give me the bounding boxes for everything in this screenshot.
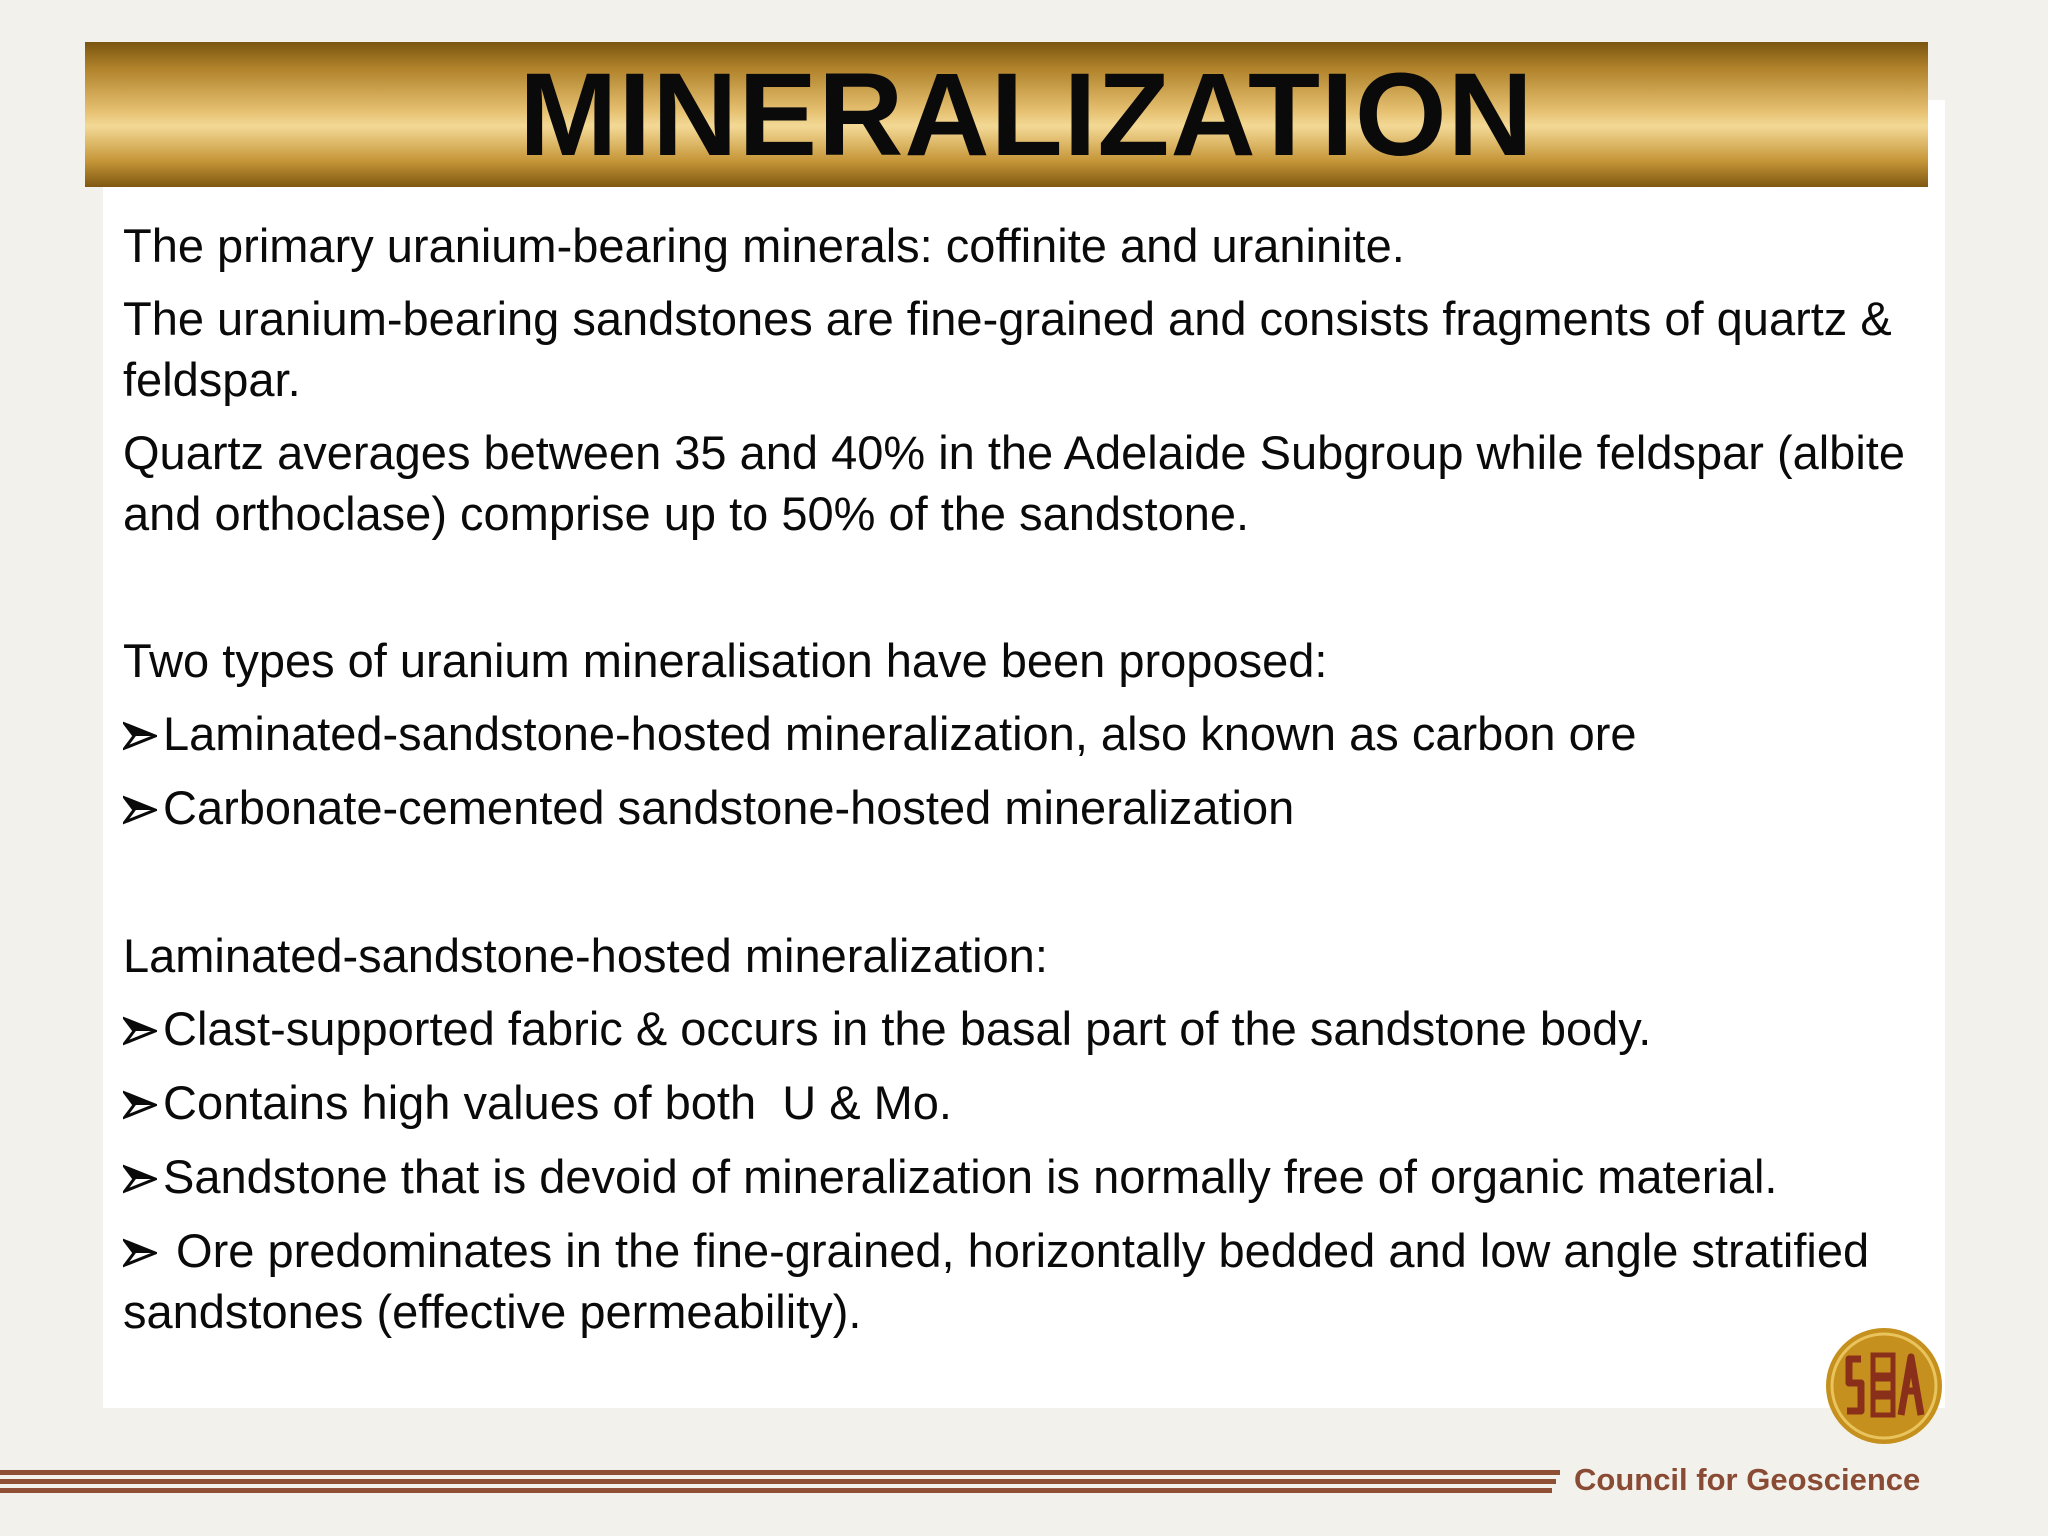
bullet-text: Laminated-sandstone-hosted mineralization, also known as carbon ore	[163, 707, 1637, 760]
list-item	[123, 1220, 1923, 1342]
arrow-bullet-icon	[123, 703, 163, 764]
list-item	[123, 777, 1923, 838]
slide-title: MINERALIZATION	[519, 48, 1534, 181]
list-item	[123, 703, 1923, 764]
bullet-text: Sandstone that is devoid of mineralization is normally free of organic material.	[163, 1150, 1778, 1203]
arrow-bullet-icon	[123, 1072, 163, 1133]
organization-name: Council for Geoscience	[1574, 1462, 1921, 1497]
arrow-bullet-icon	[123, 998, 163, 1059]
bullet-text: Ore predominates in the fine-grained, horizontally bedded and low angle stratified sandstones (effective permeability).	[123, 1224, 1883, 1338]
paragraph-quartz-feldspar: Quartz averages between 35 and 40% in the Adelaide Subgroup while feldspar (albite and orthoclase) comprise up to 50% of the sandstone.	[123, 426, 1905, 540]
paragraph-sandstone-composition: The uranium-bearing sandstones are fine-grained and consists fragments of quartz & feldspar.	[123, 292, 1892, 406]
list-item	[123, 1146, 1923, 1207]
footer-line	[0, 1479, 1556, 1484]
spacer	[123, 556, 1923, 630]
bullet-text: Clast-supported fabric & occurs in the basal part of the sandstone body.	[163, 1002, 1652, 1055]
list-item	[123, 1072, 1923, 1133]
arrow-bullet-icon	[123, 1220, 163, 1281]
spacer	[123, 851, 1923, 925]
bullet-text: Contains high values of both U & Mo.	[163, 1076, 952, 1129]
bullet-text: Carbonate-cemented sandstone-hosted mineralization	[163, 781, 1295, 834]
footer-line	[0, 1470, 1560, 1475]
paragraph-primary-minerals: The primary uranium-bearing minerals: coffinite and uraninite.	[123, 219, 1405, 272]
footer-line	[0, 1488, 1552, 1493]
title-bar	[85, 42, 1928, 187]
footer-rule	[0, 1470, 1560, 1494]
list-item	[123, 998, 1923, 1059]
types-intro: Two types of uranium mineralisation have been proposed:	[123, 634, 1328, 687]
council-for-geoscience-seal-icon	[1823, 1325, 1945, 1447]
arrow-bullet-icon	[123, 1146, 163, 1207]
slide-body	[123, 215, 1923, 1355]
arrow-bullet-icon	[123, 777, 163, 838]
laminated-intro: Laminated-sandstone-hosted mineralization:	[123, 929, 1048, 982]
